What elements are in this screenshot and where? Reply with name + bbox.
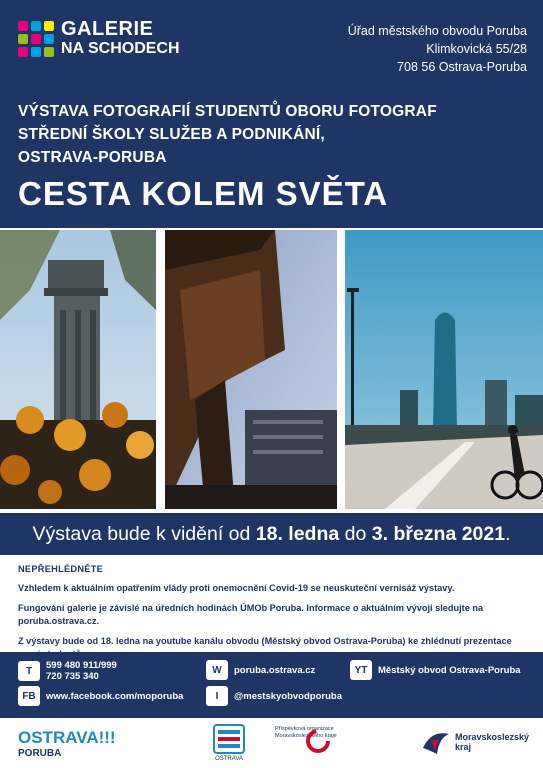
youtube-icon: YT <box>350 660 372 680</box>
po-ring-icon <box>305 728 331 754</box>
photo-street <box>345 230 543 509</box>
footer-logos <box>0 718 543 768</box>
subtitle-line: VÝSTAVA FOTOGRAFIÍ STUDENTŮ OBORU FOTOGRAF <box>18 103 437 120</box>
header-banner <box>0 0 543 228</box>
date-from: 18. ledna <box>255 523 340 545</box>
contacts-bar <box>0 652 543 718</box>
dates-suffix: . <box>505 523 511 545</box>
logo-line1: GALERIE <box>61 18 154 40</box>
subtitle-line: OSTRAVA-PORUBA <box>18 149 167 166</box>
ostrava-logo: OSTRAVA!!! <box>18 728 116 747</box>
poruba-label: PORUBA <box>18 748 62 759</box>
date-to: 3. března 2021 <box>371 523 506 545</box>
web-contact <box>206 660 315 680</box>
web-link[interactable]: poruba.ostrava.cz <box>234 664 316 676</box>
dates-middle: do <box>339 523 372 545</box>
photo-strip <box>0 230 543 509</box>
subtitle-line: STŘEDNÍ ŠKOLY SLUŽEB A PODNIKÁNÍ, <box>18 126 325 143</box>
msk-line1: Moravskoslezský <box>455 732 530 742</box>
photo-building <box>165 230 337 509</box>
msk-logo <box>421 728 529 756</box>
facebook-link[interactable]: www.facebook.com/moporuba <box>46 690 184 702</box>
phone-contact <box>18 660 117 682</box>
photo-tower <box>0 230 156 509</box>
address-line: Klimkovická 55/28 <box>426 42 527 56</box>
info-paragraph: Fungování galerie je závislé na úředních hodinách ÚMOb Poruba. Informace o aktuálním vývoji sledujte na poruba.ostrava.cz. <box>18 603 484 626</box>
msk-line2: kraj <box>455 742 472 752</box>
gallery-logo <box>18 20 180 58</box>
exhibition-subtitle <box>18 100 437 169</box>
phone-number[interactable]: 720 735 340 <box>46 671 99 682</box>
dates-prefix: Výstava bude k vidění od <box>32 523 256 545</box>
school-logo <box>213 724 245 762</box>
phone-number[interactable]: 599 480 911/999 <box>46 660 117 671</box>
school-logo-icon <box>213 724 245 762</box>
instagram-contact <box>206 686 342 706</box>
address <box>348 22 527 76</box>
logo-mark-icon <box>18 21 54 57</box>
phone-icon: T <box>18 661 40 681</box>
youtube-contact <box>350 660 521 680</box>
exhibition-dates <box>0 513 543 555</box>
facebook-icon: FB <box>18 686 40 706</box>
address-line: Úřad městského obvodu Poruba <box>347 24 527 38</box>
youtube-link[interactable]: Městský obvod Ostrava-Poruba <box>378 664 521 676</box>
instagram-icon: I <box>206 686 228 706</box>
info-heading: NEPŘEHLÉDNĚTE <box>18 564 104 574</box>
msk-emblem-icon <box>421 728 451 756</box>
po-line2: Moravskoslezského kraje <box>275 733 337 739</box>
po-line1: Příspěvková organizace <box>275 726 334 732</box>
logo-line2: NA SCHODECH <box>61 40 180 57</box>
web-icon: W <box>206 660 228 680</box>
info-paragraph: Vzhledem k aktuálním opatřením vlády proti onemocnění Covid-19 se neuskuteční vernisáž výstavy. <box>18 582 455 593</box>
facebook-contact <box>18 686 183 706</box>
exhibition-title: CESTA KOLEM SVĚTA <box>18 175 389 212</box>
info-paragraph: Z výstavy bude od 18. ledna na youtube kanálu obvodu (Městský obvod Ostrava-Poruba) ke zhlédnutí prezentace <box>18 636 512 646</box>
school-caption: OSTRAVA <box>215 756 243 762</box>
address-line: 708 56 Ostrava-Poruba <box>397 60 527 74</box>
instagram-link[interactable]: @mestskyobvodporuba <box>234 690 342 702</box>
